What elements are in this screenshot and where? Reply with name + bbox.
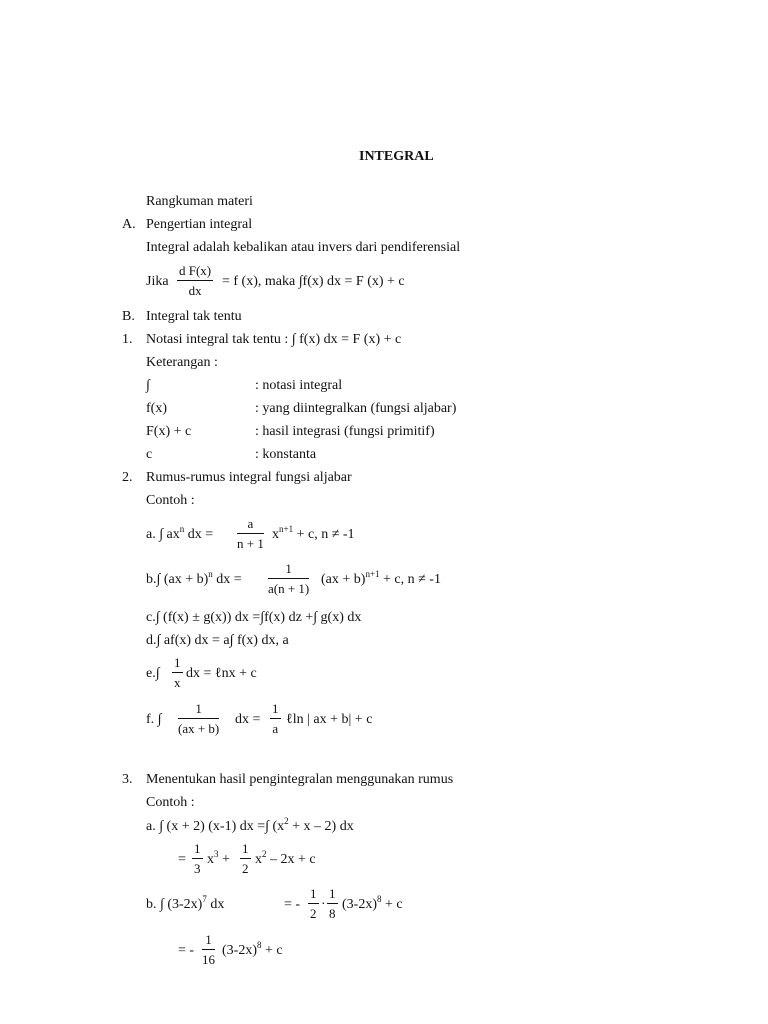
contoh-label: Contoh : — [146, 493, 195, 508]
legend-symbol: c — [146, 447, 153, 462]
formula-b-rest: (ax + b)$^{n+1}$ + c, n ≠ -1 — [321, 569, 441, 587]
legend-desc: : yang diintegralkan (fungsi aljabar) — [255, 401, 457, 416]
example-a-frac-2: 1 2 — [242, 841, 249, 876]
section-b-heading: Integral tak tentu — [146, 309, 242, 324]
item-3-marker: 3. — [122, 772, 133, 787]
example-a-term-2: $x^2 - 2x + c$ — [255, 849, 316, 867]
formula-e-rest: dx = ℓnx + c — [186, 666, 257, 681]
example-b-rest: $(3-2x)^8 + c$ — [342, 894, 403, 912]
fraction-denominator: dx — [188, 283, 202, 298]
example-b-equals: = - — [284, 897, 301, 912]
example-b-frac-1: 1 2 — [310, 886, 317, 921]
example-b-line1: b. ∫ $(3-2x)^7$ dx — [146, 894, 225, 912]
section-a-definition: Integral adalah kebalikan atau invers dari pendiferensial — [146, 240, 461, 255]
formula-f-fraction-2: 1 a — [272, 701, 279, 736]
example-a-equals: = — [178, 852, 186, 867]
formula-a: a. ∫ $ax^n$ dx = — [146, 524, 214, 542]
formula-a-rest: $x^{n+1} + c$, n ≠ -1 — [272, 524, 355, 542]
legend-symbol: ∫ — [146, 378, 150, 393]
item-2-text: Rumus-rumus integral fungsi aljabar — [146, 470, 352, 485]
formula-f-mid: dx = — [235, 712, 261, 727]
formula-a-fraction: a n + 1 — [237, 516, 264, 551]
example-a-line1: a. ∫ (x + 2) (x-1) dx =∫ $(x^2 + x - 2)$ dx — [146, 816, 354, 834]
contoh-label-2: Contoh : — [146, 795, 195, 810]
formula-f-rest: ℓln | ax + b| + c — [286, 712, 373, 727]
formula-f: f. ∫ — [146, 712, 162, 727]
example-b-line2-frac: 1 16 — [202, 932, 215, 967]
item-3-text: Menentukan hasil pengintegralan menggunakan rumus — [146, 772, 454, 787]
keterangan-label: Keterangan : — [146, 355, 218, 370]
example-b-dot: · — [321, 897, 326, 912]
legend-desc: : notasi integral — [255, 378, 343, 393]
item-1-marker: 1. — [122, 332, 133, 347]
jika-statement: = f (x), maka ∫f(x) dx = F (x) + c — [222, 274, 405, 289]
section-b-marker: B. — [122, 309, 135, 324]
example-a-term-1: $x^3$ + — [207, 849, 230, 867]
formula-e-fraction: 1 x — [174, 655, 181, 690]
jika-label: Jika — [146, 274, 169, 289]
section-a-marker: A. — [122, 217, 136, 232]
formula-e: e.∫ — [146, 666, 160, 681]
section-a-heading: Pengertian integral — [146, 217, 253, 232]
fraction-numerator: d F(x) — [179, 263, 212, 278]
legend-symbol: F(x) + c — [146, 424, 192, 439]
formula-d: d.∫ af(x) dx = a∫ f(x) dx, a — [146, 633, 289, 648]
formula-b-fraction: 1 a(n + 1) — [268, 561, 310, 596]
summary-heading: Rangkuman materi — [146, 194, 253, 209]
example-a-frac-1: 1 3 — [194, 841, 201, 876]
item-1-text: Notasi integral tak tentu : ∫ f(x) dx = F (x) + c — [146, 332, 402, 347]
derivative-fraction — [177, 263, 213, 298]
legend-symbol: f(x) — [146, 401, 167, 416]
formula-b: b.∫ (ax + b)$^n$ dx = — [146, 569, 242, 587]
legend-desc: : konstanta — [255, 447, 317, 462]
formula-f-fraction: 1 (ax + b) — [178, 701, 220, 736]
page-title: INTEGRAL — [359, 149, 434, 164]
item-2-marker: 2. — [122, 470, 133, 485]
example-b-line2-equals: = - — [178, 943, 195, 958]
example-b-line2-rest: $(3-2x)^8 + c$ — [222, 940, 283, 958]
example-b-frac-2: 1 8 — [329, 886, 336, 921]
legend-desc: : hasil integrasi (fungsi primitif) — [255, 424, 435, 439]
formula-c: c.∫ (f(x) ± g(x)) dx =∫f(x) dz +∫ g(x) dx — [146, 610, 362, 625]
